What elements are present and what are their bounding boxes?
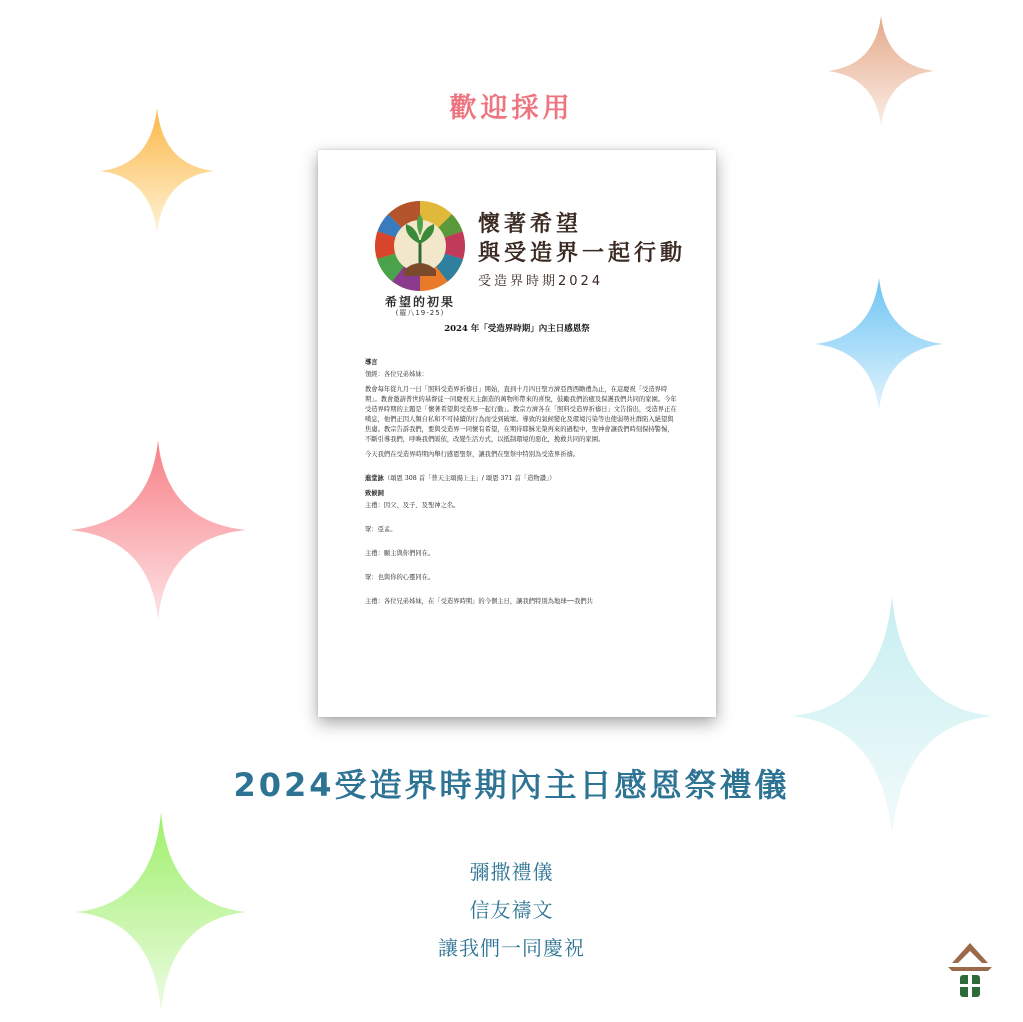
subtitle-celebrate: 讓我們一同慶祝 — [438, 936, 585, 960]
sparkle-pink-icon — [70, 440, 246, 620]
entrance-hymn — [365, 474, 679, 484]
subtitle-prayers: 信友禱文 — [469, 898, 554, 922]
document-title: 2024 年「受造界時期」內主日感恩祭 — [444, 324, 590, 334]
dialogue-line-1: 主禮：因父、及子、及聖神之名。 — [365, 502, 460, 509]
diocesan-logo-icon — [946, 941, 994, 1003]
intro-paragraph-2: 今天我們在受造界時期內舉行感恩聖祭，讓我們在聖祭中特別為受造界祈禱。 — [365, 451, 580, 458]
greeting-heading: 致候詞 — [365, 490, 384, 497]
intro-paragraph: 教會每年從九月一日「照料受造界祈禱日」開始，直到十月四日聖方濟亞西西瞻禮為止，在這慶祝「受造界時期」。教會邀請普世的基督徒一同慶祝天主創造的萬物所帶來的喜悅，鼓勵我們治癒及保護我們共同的家園。今年受造界時期的主題是「懷著希望與受造界一起行動」。教宗方濟各在「照料受造界祈禱日」文告指出，受造界正在嘆息，他們正因人類自私和不可持續的行為而受到破壞。導致的氣候變化及環境污染等也使弱勢社群陷入絕望與焦慮。教宗告訴我們，要與受造界一同懷有希望，在期待耶穌光榮再來的過程中，聖神會讓我們時刻保持警惕，不斷引導我們，呼喚我們皈依，改變生活方式，以抵制環境的惡化，挽救共同的家園。 — [365, 386, 677, 443]
subtitle-mass-liturgy: 彌撒禮儀 — [469, 860, 554, 884]
entrance-text: （頌恩 308 首「普天主頌揚上主」/ 頌恩 371 首「造物讚」） — [383, 475, 556, 482]
intro-heading: 導言 — [365, 359, 378, 366]
logo-caption: 希望的初果 — [384, 295, 455, 309]
dialogue-line-3: 主禮：願主與你們同在。 — [365, 550, 435, 557]
logo-scripture-ref: (羅八19-25) — [395, 309, 445, 317]
dialogue-line-2: 眾：亞孟。 — [365, 526, 397, 533]
document-body — [365, 358, 679, 612]
theme-line-2: 與受造界一起行動 — [478, 241, 687, 266]
dialogue-line-5: 主禮：各位兄弟姊妹，在「受造界時期」的今個主日，讓我們特別為地球──我們共 — [365, 598, 593, 605]
dialogue-line-4: 眾：也與你的心靈同在。 — [365, 574, 435, 581]
greeting-line: 領經：各位兄弟姊妹： — [365, 371, 428, 378]
welcome-headline: 歡迎採用 — [449, 93, 574, 124]
theme-line-1: 懷著希望 — [478, 212, 583, 237]
sparkle-blue-icon — [815, 278, 943, 410]
document-preview — [318, 150, 716, 717]
main-title: 2024受造界時期內主日感恩祭禮儀 — [233, 766, 790, 804]
sparkle-yellow-icon — [100, 108, 214, 234]
season-label: 受造界時期2024 — [478, 274, 604, 289]
entrance-label: 進堂詠 — [365, 475, 384, 482]
hope-firstfruits-logo-icon — [374, 200, 466, 292]
